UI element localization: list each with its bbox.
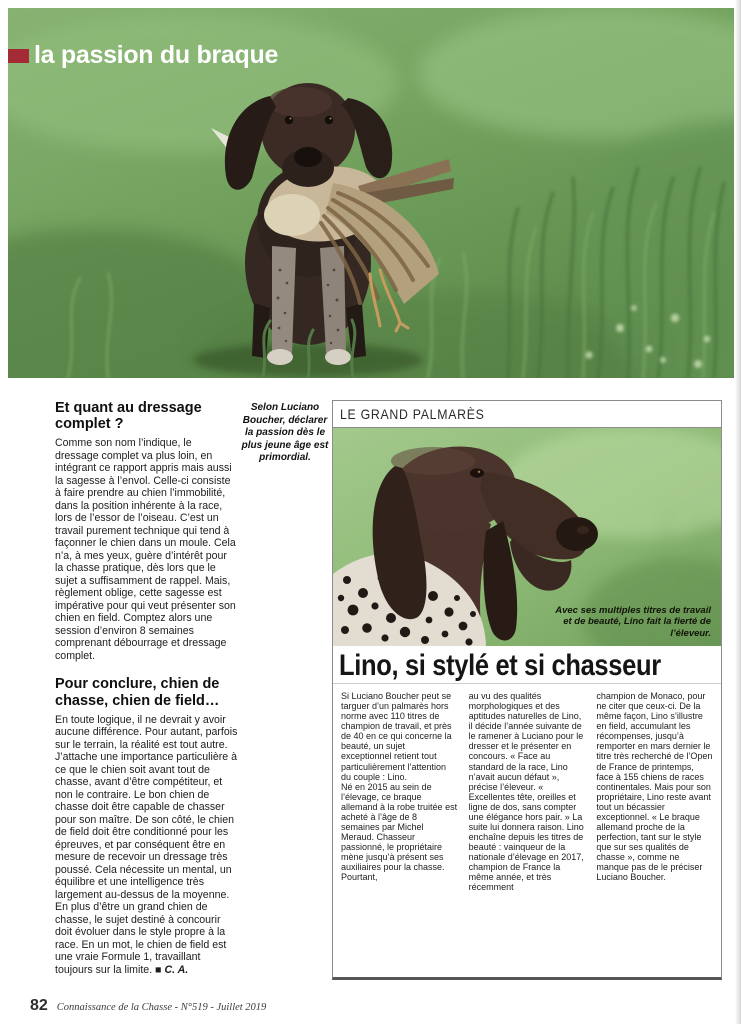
body-paragraph: au vu des qualités morphologiques et des aptitudes naturelles de Lino, il décide l’année suivante de le ramener à Luciano pour le dresser et le présenter en concours. « Face au standard de la race, Lino n’avait aucun défaut », précise l’éleveur. « Excellentes tête, oreilles et ligne de dos, sans compter une élégance hors pair. » La suite lui donnera raison. Lino enchaîne depuis les titres de beauté : vainqueur de la nationale d’élevage en 2017, champion de France la même année, et très récemment (468, 691, 584, 893)
lino-photo-caption: Avec ses multiples titres de travail et de beauté, Lino fait la fierté de l’éleveur. (555, 604, 711, 639)
left-body-1: Comme son nom l’indique, le dressage complet va plus loin, en intégrant ce rapport appris mais aussi la sagesse à l’envol. Celle-ci consiste à faire prendre au chien l’immobilité, dans la position inhérente à la race, lors de l’essor de l’oiseau. C’est un travail purement technique qui tend à façonner le chien dans un moule. Cela n’a, à mes yeux, guère d’intérêt pour la chasse pratique, dès lors que le sujet a suffisamment de rappel. Mais, règlement oblige, cette sagesse est impérative pour qui veut présenter son chien en field. Comptez alors une session d’environ 8 semaines comprenant débourrage et dressage complet. (55, 437, 236, 662)
palmares-box (332, 400, 722, 980)
article-column-1 (341, 691, 458, 972)
left-body-2-text: En toute logique, il ne devrait y avoir aucune différence. Pour autant, parfois sur le terrain, la réalité est tout autre. J’attache une importance particulière à ce que le chien soit avant tout de chasse, avant d’être compétiteur, et non le contraire. Le bon chien de chasse doit être capable de chasser pour son maître. De son côté, le chien de field doit être conditionné pour les épreuves, et par conséquent être en mesure de recevoir un dressage très poussé. Cela nécessite un mental, un équilibre et une intelligence très largement au-dessus de la moyenne. En plus d’être un grand chien de chasse, le sujet destiné à concourir doit évoluer dans le style propre à la race. En un mot, le chien de field est une vraie Formule 1, travaillant toujours sur la limite. (55, 713, 238, 976)
page-number: 82 (30, 997, 48, 1014)
section-kicker (8, 41, 278, 70)
lino-portrait-photo (333, 428, 721, 646)
palmares-kicker-bar (333, 401, 721, 428)
hero-photo-caption: Selon Luciano Boucher, déclarer la passion dès le plus jeune âge est primordial. (241, 402, 329, 464)
left-heading-2: Pour conclure, chien de chasse, chien de field… (55, 676, 220, 709)
magazine-issue-line: Connaissance de la Chasse - N°519 - Juillet 2019 (56, 1002, 267, 1013)
hero-photo (8, 8, 734, 378)
page-footer (30, 997, 266, 1015)
body-paragraph: Né en 2015 au sein de l’élevage, ce braque allemand à la robe truitée est acheté à l’âge de 8 semaines par Michel Meraud. Chasseur passionné, le propriétaire mène jusqu’à présent ses auxiliaires pour la chasse. Pourtant, (341, 781, 458, 883)
body-paragraph: Si Luciano Boucher peut se targuer d’un palmarès hors norme avec 110 titres de champion de travail, et près de 40 en ce qui concerne la beauté, un sujet exceptionnel retient tout particulièrement l’attention du couple : Lino. (341, 691, 452, 782)
article-headline: Lino, si stylé et si chasseur (339, 649, 661, 682)
page-edge-shadow (735, 0, 741, 1024)
headline-strip (333, 646, 721, 684)
left-body-2 (55, 714, 238, 977)
article-column-3 (596, 691, 713, 972)
body-paragraph: champion de Monaco, pour ne citer que ceux-ci. De la même façon, Lino s’illustre en field, accumulant les récompenses, jusqu’à remporter en mars dernier le titre très recherché de l’Open de France de printemps, face à 155 chiens de races continentales. Mais pour son propriétaire, Lino reste avant tout un bécassier exceptionnel. « Le braque allemand proche de la perfection, tant sur le style que sur ses qualités de chasse », comme ne manque pas de le préciser Luciano Boucher. (596, 691, 713, 883)
red-accent-square (8, 49, 29, 63)
section-kicker-label: la passion du braque (34, 41, 279, 69)
left-article-column (55, 400, 238, 976)
article-column-2 (469, 691, 586, 972)
left-heading-1: Et quant au dressage complet ? (55, 400, 202, 433)
author-signature: ■ C. A. (155, 963, 189, 976)
article-columns (333, 684, 721, 972)
palmares-kicker-label: LE GRAND PALMARÈS (340, 406, 485, 422)
